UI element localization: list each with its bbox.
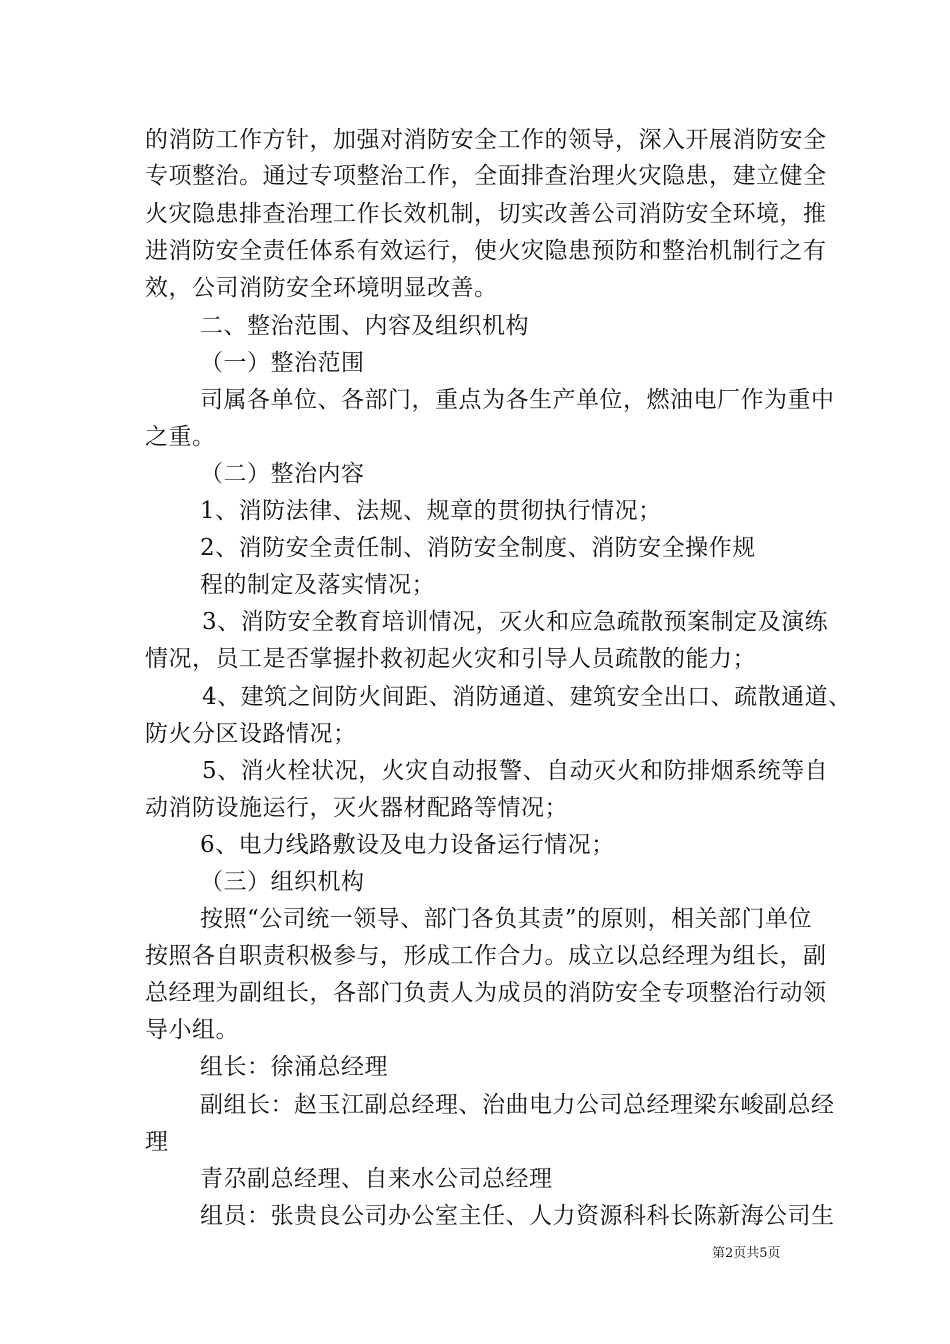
list-item: 1、消防法律、法规、规章的贯彻执行情况； (200, 498, 662, 524)
section-heading: 二、整治范围、内容及组织机构 (200, 313, 529, 339)
paragraph-line: 按照各自职责积极参与，形成工作合力。成立以总经理为组长，副 (145, 943, 827, 969)
list-item-continuation: 程的制定及落实情况； (200, 572, 435, 598)
paragraph-line: 总经理为副组长，各部门负责人为成员的消防安全专项整治行动领 (145, 980, 827, 1006)
subsection-heading: （三）组织机构 (200, 869, 365, 895)
list-item-continuation: 情况，员工是否掌握扑救初起火灾和引导人员疏散的能力； (145, 646, 756, 672)
list-item-continuation: 防火分区设路情况； (145, 721, 357, 747)
paragraph-line: 理 (145, 1129, 169, 1155)
list-item: 2、消防安全责任制、消防安全制度、消防安全操作规 (200, 535, 756, 561)
list-item: 3、消防安全教育培训情况，灭火和应急疏散预案制定及演练 (202, 609, 829, 635)
paragraph-line: 专项整治。通过专项整治工作，全面排查治理火灾隐患，建立健全 (145, 163, 827, 189)
subsection-heading: （二）整治内容 (200, 461, 365, 487)
paragraph-line: 司属各单位、各部门，重点为各生产单位，燃油电厂作为重中 (200, 387, 835, 413)
paragraph-line: 组长：徐涌总经理 (200, 1054, 388, 1080)
paragraph-line: 副组长：赵玉江副总经理、治曲电力公司总经理梁东峻副总经 (200, 1092, 835, 1118)
list-item: 5、消火栓状况，火灾自动报警、自动灭火和防排烟系统等自 (202, 758, 829, 784)
page-number: 第2页共5页 (712, 1246, 781, 1261)
paragraph-line: 火灾隐患排查治理工作长效机制，切实改善公司消防安全环境，推 (145, 201, 827, 227)
paragraph-line: 导小组。 (145, 1017, 239, 1043)
paragraph-line: 的消防工作方针，加强对消防安全工作的领导，深入开展消防安全 (145, 127, 827, 153)
paragraph-line: 青尕副总经理、自来水公司总经理 (200, 1166, 553, 1192)
paragraph-line: 进消防安全责任体系有效运行，使火灾隐患预防和整治机制行之有 (145, 238, 827, 264)
list-item: 6、电力线路敷设及电力设备运行情况； (200, 832, 615, 858)
list-item: 4、建筑之间防火间距、消防通道、建筑安全出口、疏散通道、 (202, 684, 852, 710)
paragraph-line: 按照“公司统一领导、部门各负其责”的原则，相关部门单位 (200, 906, 813, 932)
list-item-continuation: 动消防设施运行，灭火器材配路等情况； (145, 795, 568, 821)
paragraph-line: 之重。 (145, 424, 216, 450)
paragraph-line: 组员：张贵良公司办公室主任、人力资源科科长陈新海公司生 (200, 1203, 835, 1229)
paragraph-line: 效，公司消防安全环境明显改善。 (145, 275, 498, 301)
subsection-heading: （一）整治范围 (200, 350, 365, 376)
